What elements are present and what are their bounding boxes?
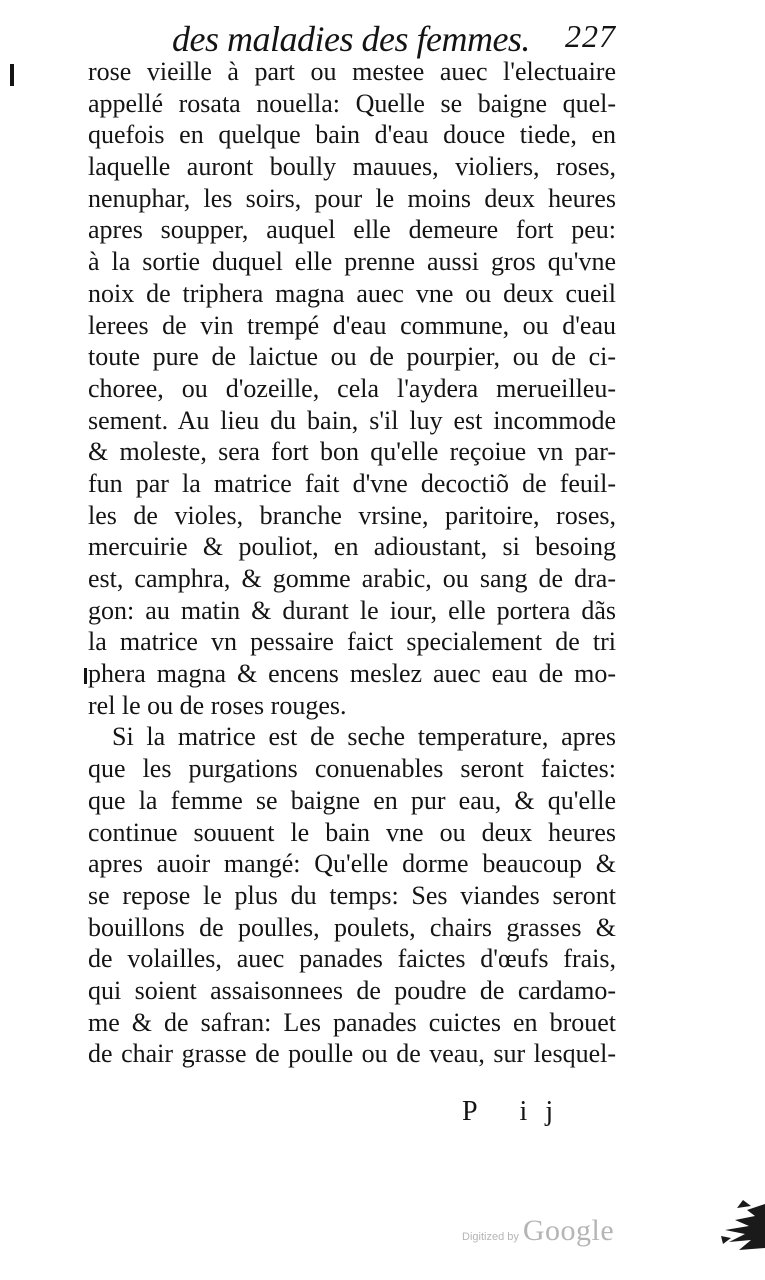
text-line: la matrice vn pessaire faict specialement de tri <box>88 627 616 657</box>
text-line: & moleste, sera fort bon qu'elle reçoiue vn par- <box>88 437 616 467</box>
text-line: bouillons de poulles, poulets, chairs grasses & <box>88 912 616 942</box>
text-line: qui soient assaisonnees de poudre de cardamo- <box>88 975 616 1005</box>
text-line: rel le ou de roses rouges. <box>88 690 347 720</box>
ink-blot-icon <box>685 1196 765 1256</box>
watermark-brand: Google <box>522 1214 615 1247</box>
text-line: sement. Au lieu du bain, s'il luy est incommode <box>88 405 616 435</box>
text-line: continue souuent le bain vne ou deux heures <box>88 817 616 847</box>
text-line: quefois en quelque bain d'eau douce tiede, en <box>88 120 616 150</box>
text-line: gon: au matin & durant le iour, elle portera dãs <box>88 595 616 625</box>
running-title: des maladies des femmes. <box>172 19 530 59</box>
text-line: que les purgations conuenables seront faictes: <box>88 754 616 784</box>
text-line: me & de safran: Les panades cuictes en brouet <box>88 1007 616 1037</box>
margin-mark <box>10 64 14 86</box>
text-line: toute pure de laictue ou de pourpier, ou de ci- <box>88 342 616 372</box>
text-line: choree, ou d'ozeille, cela l'aydera merueilleu- <box>88 373 616 403</box>
text-line: mercuirie & pouliot, en adioustant, si besoing <box>88 532 616 562</box>
text-line: lerees de vin trempé d'eau commune, ou d'eau <box>88 310 616 340</box>
page-header <box>150 8 620 59</box>
watermark-prefix: Digitized by <box>462 1231 519 1243</box>
body-text <box>88 56 616 1070</box>
text-line: Si la matrice est de seche temperature, apres <box>112 722 616 752</box>
text-line: apres soupper, auquel elle demeure fort peu: <box>88 215 616 245</box>
text-line: de volailles, auec panades faictes d'œufs frais, <box>88 944 616 974</box>
text-line: fun par la matrice fait d'vne decoctiõ de feuil- <box>88 468 616 498</box>
signature-mark: P ij <box>462 1096 572 1127</box>
text-line: se repose le plus du temps: Ses viandes seront <box>88 880 616 910</box>
text-line: appellé rosata nouella: Quelle se baigne quel- <box>88 88 616 118</box>
text-line: noix de triphera magna auec vne ou deux cueil <box>88 278 616 308</box>
page-number: 227 <box>565 18 616 54</box>
text-line: à la sortie duquel elle prenne aussi gros qu'vne <box>88 247 616 277</box>
text-line: les de violes, branche vrsine, paritoire, roses, <box>88 500 616 530</box>
text-line: rose vieille à part ou mestee auec l'electuaire <box>88 57 616 86</box>
text-line: laquelle auront boully mauues, violiers, roses, <box>88 152 616 182</box>
text-line: phera magna & encens meslez auec eau de mo- <box>88 659 616 689</box>
text-line: que la femme se baigne en pur eau, & qu'elle <box>88 785 616 815</box>
margin-mark <box>84 668 87 684</box>
text-line: apres auoir mangé: Qu'elle dorme beaucoup & <box>88 849 616 879</box>
text-line: est, camphra, & gomme arabic, ou sang de dra- <box>88 564 616 593</box>
text-line: nenuphar, les soirs, pour le moins deux heures <box>88 183 616 213</box>
digitized-watermark <box>462 1214 614 1248</box>
text-line: de chair grasse de poulle ou de veau, sur lesquel- <box>88 1039 616 1069</box>
